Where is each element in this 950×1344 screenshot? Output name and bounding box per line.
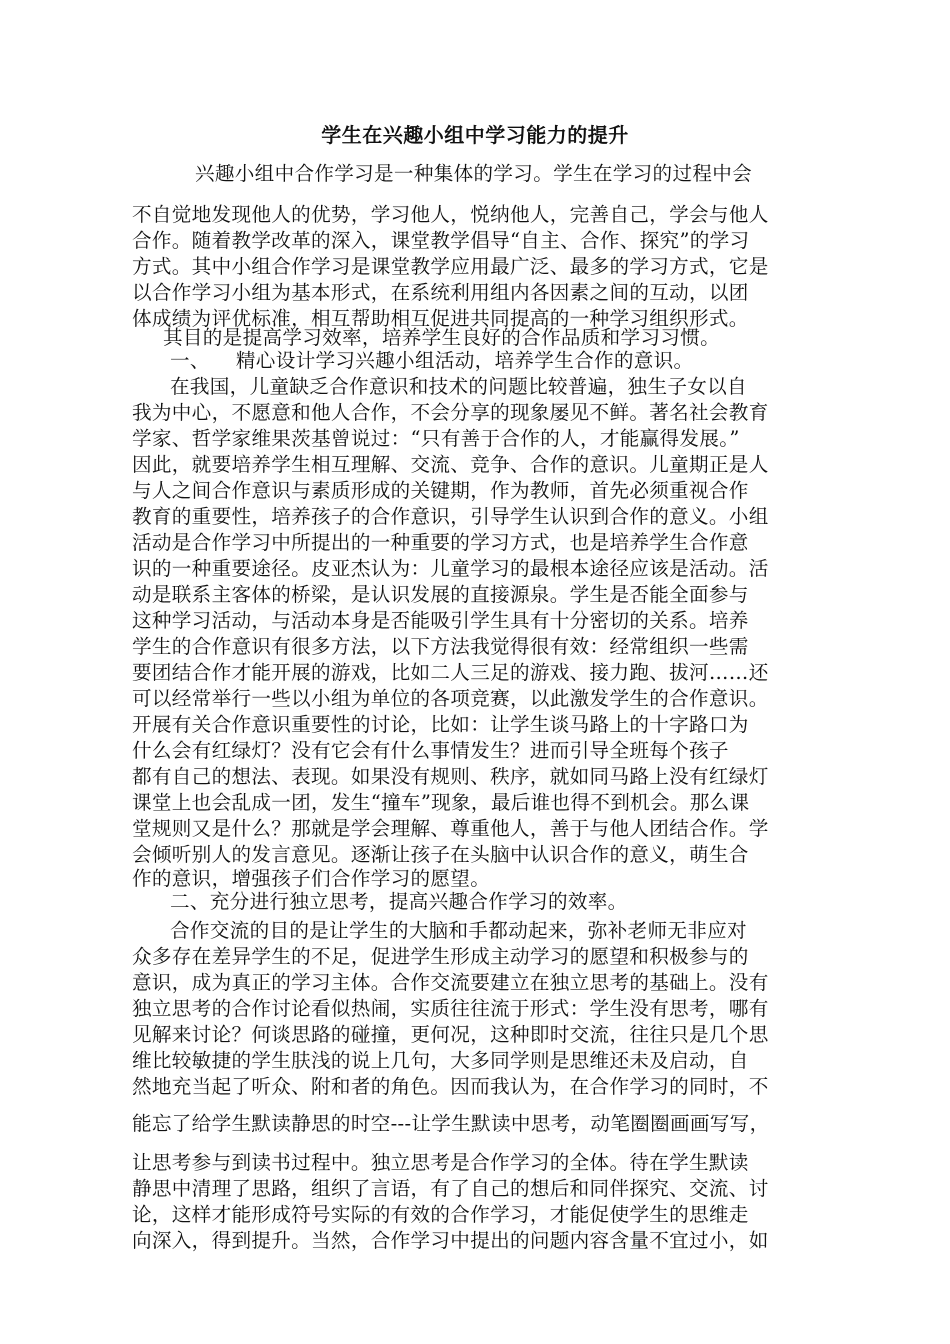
paragraph-line: 作的意识，增强孩子们合作学习的愿望。 (132, 867, 491, 890)
paragraph-line: 不自觉地发现他人的优势，学习他人，悦纳他人，完善自己，学会与他人 (132, 203, 769, 226)
paragraph-line: 这种学习活动，与活动本身是否能吸引学生具有十分密切的关系。培养 (132, 609, 749, 632)
paragraph-line: 要团结合作才能开展的游戏，比如二人三足的游戏、接力跑、拔河……还 (132, 661, 769, 684)
paragraph-line: 然地充当起了听众、附和者的角色。因而我认为，在合作学习的同时，不 (132, 1075, 769, 1098)
paragraph-line: 向深入，得到提升。当然，合作学习中提出的问题内容含量不宜过小，如 (132, 1229, 769, 1252)
paragraph-line: 兴趣小组中合作学习是一种集体的学习。学生在学习的过程中会 (195, 162, 753, 185)
paragraph-line: 众多存在差异学生的不足，促进学生形成主动学习的愿望和积极参与的 (132, 945, 749, 968)
paragraph-line: 与人之间合作意识与素质形成的关键期，作为教师，首先必须重视合作 (132, 479, 749, 502)
paragraph-line: 维比较敏捷的学生肤浅的说上几句，大多同学则是思维还未及启动，自 (132, 1049, 749, 1072)
paragraph-line: 以合作学习小组为基本形式，在系统利用组内各因素之间的互动，以团 (132, 281, 749, 304)
paragraph-line: 意识，成为真正的学习主体。合作交流要建立在独立思考的基础上。没有 (132, 971, 769, 994)
paragraph-line: 教育的重要性，培养孩子的合作意识，引导学生认识到合作的意义。小组 (132, 505, 769, 528)
paragraph-line: 我为中心，不愿意和他人合作，不会分享的现象屡见不鲜。著名社会教育 (132, 401, 769, 424)
paragraph-line: 能忘了给学生默读静思的时空---让学生默读中思考，动笔圈圈画画写写， (132, 1112, 770, 1135)
section-heading: 二、充分进行独立思考，提高兴趣合作学习的效率。 (170, 890, 628, 913)
paragraph-line: 体成绩为评优标准，相互帮助相互促进共同提高的一种学习组织形式。 (132, 307, 749, 330)
paragraph-line: 学家、哲学家维果茨基曾说过：“只有善于合作的人，才能赢得发展。” (132, 427, 740, 450)
paragraph-line: 堂规则又是什么？那就是学会理解、尊重他人，善于与他人团结合作。学 (132, 817, 769, 840)
paragraph-line: 都有自己的想法、表现。如果没有规则、秩序，就如同马路上没有红绿灯 (132, 765, 769, 788)
paragraph-line: 独立思考的合作讨论看似热闹，实质往往流于形式：学生没有思考，哪有 (132, 997, 769, 1020)
paragraph-line: 开展有关合作意识重要性的讨论，比如：让学生谈马路上的十字路口为 (132, 713, 749, 736)
paragraph-line: 什么会有红绿灯？没有它会有什么事情发生？进而引导全班每个孩子 (132, 739, 729, 762)
paragraph-line: 合作。随着教学改革的深入，课堂教学倡导“自主、合作、探究”的学习 (132, 229, 750, 252)
paragraph-line: 会倾听别人的发言意见。逐渐让孩子在头脑中认识合作的意义，萌生合 (132, 843, 749, 866)
section-heading: 一、 精心设计学习兴趣小组活动，培养学生合作的意识。 (170, 349, 694, 372)
paragraph-line: 识的一种重要途径。皮亚杰认为：儿童学习的最根本途径应该是活动。活 (132, 557, 769, 580)
paragraph-line: 见解来讨论？何谈思路的碰撞，更何况，这种即时交流，往往只是几个思 (132, 1023, 769, 1046)
paragraph-line: 因此，就要培养学生相互理解、交流、竞争、合作的意识。儿童期正是人 (132, 453, 769, 476)
paragraph-line: 课堂上也会乱成一团，发生“撞车”现象，最后谁也得不到机会。那么课 (132, 791, 750, 814)
paragraph-line: 可以经常举行一些以小组为单位的各项竞赛，以此激发学生的合作意识。 (132, 687, 769, 710)
paragraph-line: 合作交流的目的是让学生的大脑和手都动起来，弥补老师无非应对 (170, 919, 747, 942)
paragraph-line: 活动是合作学习中所提出的一种重要的学习方式，也是培养学生合作意 (132, 531, 749, 554)
paragraph-line: 学生的合作意识有很多方法，以下方法我觉得很有效：经常组织一些需 (132, 635, 749, 658)
paragraph-line: 论，这样才能形成符号实际的有效的合作学习，才能促使学生的思维走 (132, 1203, 749, 1226)
paragraph-line: 在我国，儿童缺乏合作意识和技术的问题比较普遍，独生子女以自 (170, 375, 747, 398)
paragraph-line: 其目的是提高学习效率，培养学生良好的合作品质和学习习惯。 (163, 326, 721, 349)
paragraph-line: 让思考参与到读书过程中。独立思考是合作学习的全体。待在学生默读 (132, 1151, 749, 1174)
document-title: 学生在兴趣小组中学习能力的提升 (321, 123, 629, 147)
paragraph-line: 静思中清理了思路，组织了言语，有了自己的想后和同伴探究、交流、讨 (132, 1177, 769, 1200)
paragraph-line: 动是联系主客体的桥梁，是认识发展的直接源泉。学生是否能全面参与 (132, 583, 749, 606)
paragraph-line: 方式。其中小组合作学习是课堂教学应用最广泛、最多的学习方式，它是 (132, 255, 769, 278)
